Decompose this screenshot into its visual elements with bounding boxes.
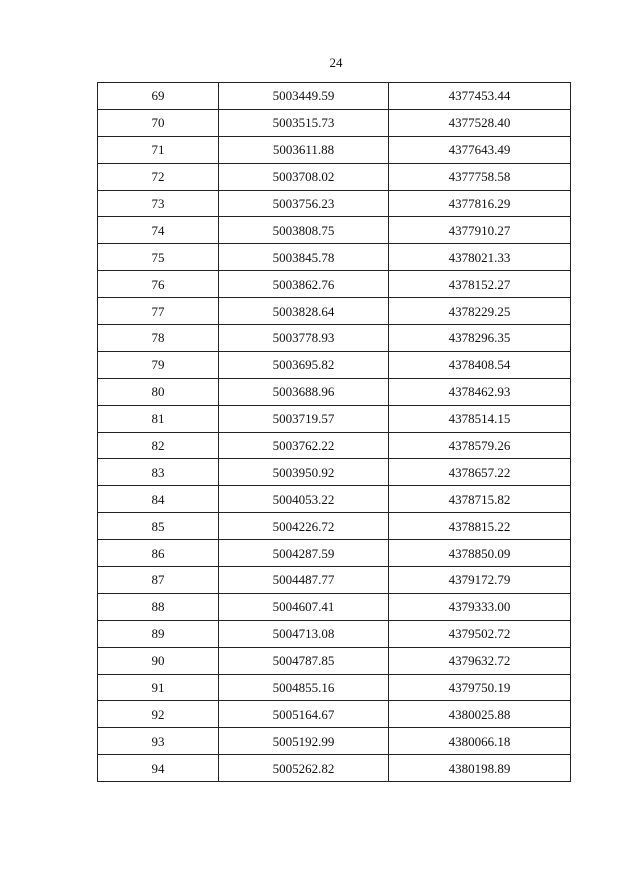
coordinates-table: [97, 82, 571, 782]
y-coordinate-cell: 4378462.93: [389, 378, 571, 405]
point-number-cell: 92: [98, 701, 219, 728]
point-number-cell: 73: [98, 190, 219, 217]
x-coordinate-cell: 5003950.92: [219, 459, 389, 486]
point-number-cell: 76: [98, 271, 219, 298]
table-row: [98, 244, 571, 271]
point-number-cell: 93: [98, 728, 219, 755]
x-coordinate-cell: 5004287.59: [219, 540, 389, 567]
table-row: [98, 674, 571, 701]
table-row: [98, 486, 571, 513]
y-coordinate-cell: 4379172.79: [389, 567, 571, 594]
x-coordinate-cell: 5005262.82: [219, 755, 389, 782]
y-coordinate-cell: 4378815.22: [389, 513, 571, 540]
x-coordinate-cell: 5004226.72: [219, 513, 389, 540]
y-coordinate-cell: 4378850.09: [389, 540, 571, 567]
y-coordinate-cell: 4378715.82: [389, 486, 571, 513]
y-coordinate-cell: 4377528.40: [389, 109, 571, 136]
y-coordinate-cell: 4377453.44: [389, 83, 571, 110]
table-row: [98, 83, 571, 110]
x-coordinate-cell: 5003515.73: [219, 109, 389, 136]
point-number-cell: 75: [98, 244, 219, 271]
point-number-cell: 91: [98, 674, 219, 701]
y-coordinate-cell: 4379632.72: [389, 647, 571, 674]
y-coordinate-cell: 4378408.54: [389, 351, 571, 378]
x-coordinate-cell: 5003449.59: [219, 83, 389, 110]
x-coordinate-cell: 5003762.22: [219, 432, 389, 459]
table-row: [98, 513, 571, 540]
x-coordinate-cell: 5003719.57: [219, 405, 389, 432]
x-coordinate-cell: 5004787.85: [219, 647, 389, 674]
point-number-cell: 72: [98, 163, 219, 190]
point-number-cell: 88: [98, 593, 219, 620]
table-row: [98, 540, 571, 567]
x-coordinate-cell: 5004487.77: [219, 567, 389, 594]
table-row: [98, 405, 571, 432]
table-row: [98, 109, 571, 136]
point-number-cell: 86: [98, 540, 219, 567]
table-row: [98, 620, 571, 647]
table-row: [98, 325, 571, 352]
point-number-cell: 84: [98, 486, 219, 513]
point-number-cell: 94: [98, 755, 219, 782]
x-coordinate-cell: 5003808.75: [219, 217, 389, 244]
table-row: [98, 647, 571, 674]
y-coordinate-cell: 4377758.58: [389, 163, 571, 190]
y-coordinate-cell: 4380025.88: [389, 701, 571, 728]
point-number-cell: 80: [98, 378, 219, 405]
table-row: [98, 459, 571, 486]
table-row: [98, 298, 571, 325]
x-coordinate-cell: 5003862.76: [219, 271, 389, 298]
table-row: [98, 378, 571, 405]
point-number-cell: 82: [98, 432, 219, 459]
point-number-cell: 81: [98, 405, 219, 432]
page-number: 24: [329, 55, 343, 70]
point-number-cell: 78: [98, 325, 219, 352]
table-row: [98, 163, 571, 190]
table-row: [98, 190, 571, 217]
point-number-cell: 69: [98, 83, 219, 110]
point-number-cell: 74: [98, 217, 219, 244]
point-number-cell: 90: [98, 647, 219, 674]
x-coordinate-cell: 5004053.22: [219, 486, 389, 513]
y-coordinate-cell: 4378657.22: [389, 459, 571, 486]
y-coordinate-cell: 4378021.33: [389, 244, 571, 271]
table-row: [98, 271, 571, 298]
x-coordinate-cell: 5005192.99: [219, 728, 389, 755]
table-row: [98, 351, 571, 378]
point-number-cell: 87: [98, 567, 219, 594]
y-coordinate-cell: 4377643.49: [389, 136, 571, 163]
point-number-cell: 77: [98, 298, 219, 325]
y-coordinate-cell: 4380066.18: [389, 728, 571, 755]
point-number-cell: 71: [98, 136, 219, 163]
x-coordinate-cell: 5004855.16: [219, 674, 389, 701]
point-number-cell: 70: [98, 109, 219, 136]
table-row: [98, 755, 571, 782]
x-coordinate-cell: 5005164.67: [219, 701, 389, 728]
point-number-cell: 85: [98, 513, 219, 540]
y-coordinate-cell: 4378229.25: [389, 298, 571, 325]
y-coordinate-cell: 4377910.27: [389, 217, 571, 244]
point-number-cell: 83: [98, 459, 219, 486]
table-row: [98, 217, 571, 244]
y-coordinate-cell: 4377816.29: [389, 190, 571, 217]
y-coordinate-cell: 4379502.72: [389, 620, 571, 647]
y-coordinate-cell: 4379750.19: [389, 674, 571, 701]
y-coordinate-cell: 4378296.35: [389, 325, 571, 352]
x-coordinate-cell: 5003828.64: [219, 298, 389, 325]
table-row: [98, 567, 571, 594]
x-coordinate-cell: 5004607.41: [219, 593, 389, 620]
x-coordinate-cell: 5003688.96: [219, 378, 389, 405]
x-coordinate-cell: 5003695.82: [219, 351, 389, 378]
table-row: [98, 701, 571, 728]
y-coordinate-cell: 4380198.89: [389, 755, 571, 782]
table-row: [98, 593, 571, 620]
y-coordinate-cell: 4378152.27: [389, 271, 571, 298]
x-coordinate-cell: 5003611.88: [219, 136, 389, 163]
x-coordinate-cell: 5003708.02: [219, 163, 389, 190]
y-coordinate-cell: 4379333.00: [389, 593, 571, 620]
table-row: [98, 432, 571, 459]
table-row: [98, 728, 571, 755]
y-coordinate-cell: 4378579.26: [389, 432, 571, 459]
y-coordinate-cell: 4378514.15: [389, 405, 571, 432]
x-coordinate-cell: 5003778.93: [219, 325, 389, 352]
point-number-cell: 89: [98, 620, 219, 647]
x-coordinate-cell: 5004713.08: [219, 620, 389, 647]
coordinates-table-body: [98, 83, 571, 782]
table-row: [98, 136, 571, 163]
x-coordinate-cell: 5003756.23: [219, 190, 389, 217]
x-coordinate-cell: 5003845.78: [219, 244, 389, 271]
point-number-cell: 79: [98, 351, 219, 378]
